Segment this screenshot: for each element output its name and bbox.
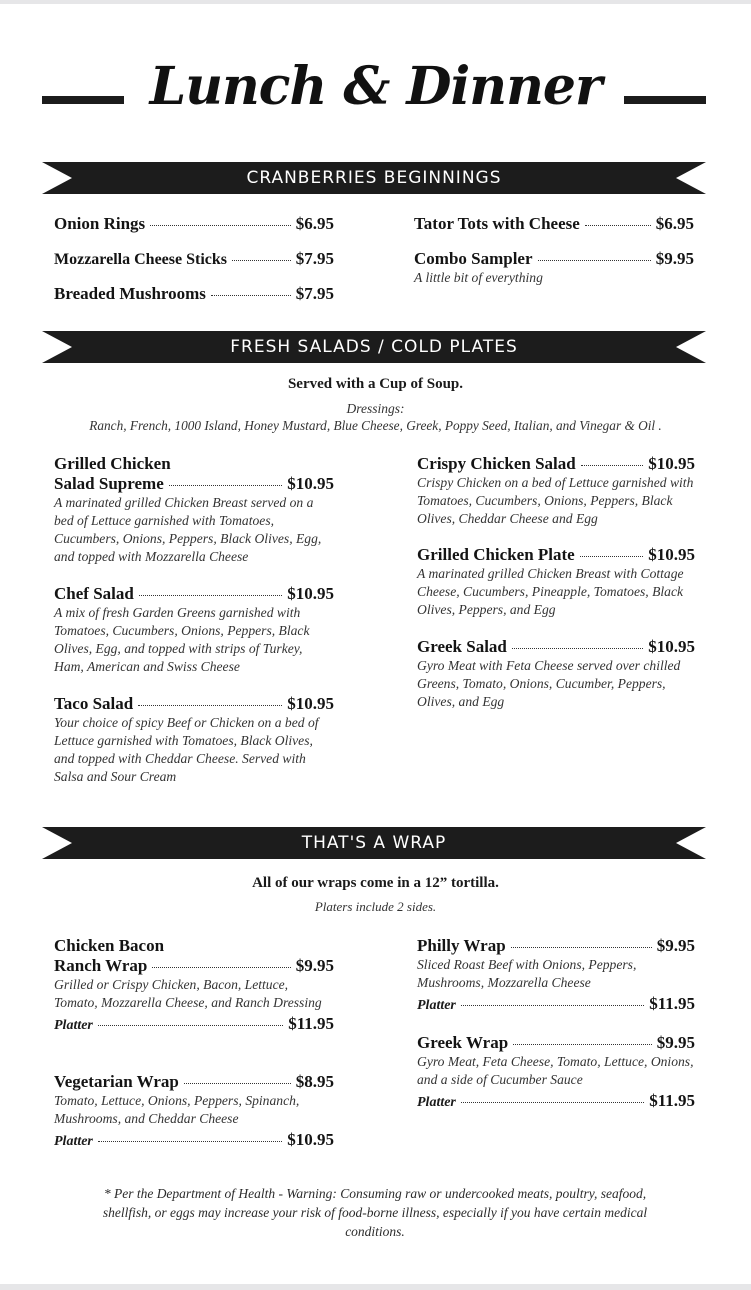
- item-price: $9.95: [656, 1033, 695, 1052]
- item-name: Crispy Chicken Salad: [417, 454, 576, 473]
- salads-note: Served with a Cup of Soup.: [287, 376, 464, 392]
- platter-price: $11.95: [288, 1014, 334, 1033]
- item-description: Your choice of spicy Beef or Chicken on a bed of Lettuce garnished with Tomatoes, Black Olives, and topped with Cheddar Cheese. Served with Salsa and Sour Cream: [54, 715, 319, 784]
- item-price: $10.95: [287, 584, 334, 603]
- item-name: Grilled Chicken Plate: [417, 545, 575, 564]
- dot-leader: [513, 1044, 652, 1045]
- dot-leader: [581, 465, 644, 466]
- menu-item: [417, 454, 695, 528]
- item-description: Crispy Chicken on a bed of Lettuce garnished with Tomatoes, Cucumbers, Onions, Peppers, Black Olives, Cheddar Cheese and Egg: [417, 475, 694, 526]
- item-description: Sliced Roast Beef with Onions, Peppers, Mushrooms, Mozzarella Cheese: [417, 957, 637, 990]
- item-name: Mozzarella Cheese Sticks: [54, 251, 227, 268]
- platter-label: Platter: [54, 1018, 93, 1033]
- item-description: A mix of fresh Garden Greens garnished with Tomatoes, Cucumbers, Onions, Peppers, Black Olives, Egg, and topped with strips of Turkey, Ham, American and Swiss Cheese: [54, 605, 310, 674]
- menu-item: [414, 249, 694, 287]
- item-name: Vegetarian Wrap: [54, 1072, 179, 1091]
- menu-page: [0, 4, 751, 1284]
- platter-label: Platter: [54, 1134, 93, 1149]
- dot-leader: [139, 595, 282, 596]
- platter-label: Platter: [417, 1095, 456, 1110]
- item-price: $8.95: [295, 1072, 334, 1091]
- item-price: $6.95: [295, 214, 334, 233]
- menu-item: [54, 284, 334, 304]
- dot-leader: [461, 1005, 644, 1006]
- item-name: Chef Salad: [54, 584, 134, 603]
- dot-leader: [512, 648, 643, 649]
- item-name: Greek Wrap: [417, 1033, 509, 1052]
- dot-leader: [98, 1141, 282, 1142]
- platter-price: $11.95: [649, 994, 695, 1013]
- item-name: Onion Rings: [54, 214, 146, 233]
- item-price: $10.95: [287, 474, 334, 493]
- item-name: Combo Sampler: [414, 249, 533, 268]
- dot-leader: [98, 1025, 283, 1026]
- item-description: Tomato, Lettuce, Onions, Peppers, Spinanch, Mushrooms, and Cheddar Cheese: [54, 1093, 300, 1126]
- menu-item: [54, 249, 334, 269]
- health-warning: * Per the Department of Health - Warning: Consuming raw or undercooked meats, poultry, seafood, shellfish, or eggs may increase your risk of food-borne illness, especially if you have certain medical conditions.: [102, 1186, 648, 1239]
- dot-leader: [184, 1083, 291, 1084]
- item-name-line1: Chicken Bacon: [54, 936, 165, 955]
- dot-leader: [138, 705, 282, 706]
- item-description: Grilled or Crispy Chicken, Bacon, Lettuce, Tomato, Mozzarella Cheese, and Ranch Dressing: [54, 977, 322, 1010]
- menu-title: Lunch & Dinner: [149, 56, 602, 117]
- item-price: $10.95: [648, 637, 695, 656]
- item-description: Gyro Meat, Feta Cheese, Tomato, Lettuce, Onions, and a side of Cucumber Sauce: [417, 1054, 694, 1087]
- item-name: Greek Salad: [417, 637, 507, 656]
- dot-leader: [585, 225, 651, 226]
- dot-leader: [152, 967, 290, 968]
- platter-label: Platter: [417, 998, 456, 1013]
- dot-leader: [232, 260, 291, 261]
- menu-item: [54, 936, 334, 1034]
- item-price: $10.95: [648, 545, 695, 564]
- wraps-subnote: Platers include 2 sides.: [314, 899, 437, 914]
- section-heading: CRANBERRIES BEGINNINGS: [246, 168, 502, 188]
- platter-price: $11.95: [649, 1091, 695, 1110]
- dot-leader: [150, 225, 291, 226]
- dot-leader: [169, 485, 283, 486]
- menu-item: [417, 936, 695, 1014]
- dot-leader: [461, 1102, 644, 1103]
- item-name: Tator Tots with Cheese: [414, 214, 580, 233]
- item-description: A marinated grilled Chicken Breast with Cottage Cheese, Cucumbers, Pineapple, Tomatoes, Black Olives, Peppers, and Egg: [417, 566, 684, 617]
- menu-item: [54, 1072, 334, 1150]
- menu-item: [414, 214, 694, 234]
- item-description: A marinated grilled Chicken Breast served on a bed of Lettuce garnished with Tomatoes, Cucumbers, Onions, Peppers, Black Olives, Egg, and topped with Mozzarella Cheese: [54, 495, 322, 564]
- item-price: $10.95: [287, 694, 334, 713]
- menu-item: [417, 637, 695, 711]
- item-name: Philly Wrap: [417, 936, 506, 955]
- section-banner-salads: [42, 331, 706, 363]
- dot-leader: [538, 260, 651, 261]
- section-banner-beginnings: [42, 162, 706, 194]
- item-name-line1: Grilled Chicken: [54, 454, 171, 473]
- dressings-list: Ranch, French, 1000 Island, Honey Mustard, Blue Cheese, Greek, Poppy Seed, Italian, and Vinegar & Oil .: [89, 418, 662, 433]
- item-price: $9.95: [295, 956, 334, 975]
- dot-leader: [211, 295, 291, 296]
- item-price: $7.95: [295, 284, 334, 303]
- item-name: Breaded Mushrooms: [54, 284, 206, 303]
- item-description: A little bit of everything: [414, 270, 543, 285]
- item-price: $9.95: [656, 936, 695, 955]
- platter-price: $10.95: [287, 1130, 334, 1149]
- wraps-note: All of our wraps come in a 12” tortilla.: [252, 875, 499, 891]
- menu-title-row: [0, 54, 751, 144]
- item-price: $6.95: [655, 214, 694, 233]
- title-rule-right: [624, 96, 706, 104]
- menu-item: [54, 214, 334, 234]
- dot-leader: [580, 556, 644, 557]
- item-description: Gyro Meat with Feta Cheese served over chilled Greens, Tomato, Onions, Cucumber, Peppers, Olives, and Egg: [417, 658, 681, 709]
- dressings-label: Dressings:: [346, 401, 405, 416]
- item-name: Salad Supreme: [54, 474, 164, 493]
- menu-item: [417, 545, 695, 619]
- menu-item: [54, 584, 334, 676]
- menu-item: [54, 454, 334, 566]
- menu-item: [54, 694, 334, 786]
- section-heading: THAT'S A WRAP: [301, 833, 447, 853]
- item-price: $7.95: [295, 249, 334, 268]
- section-banner-wraps: [42, 827, 706, 859]
- item-name: Ranch Wrap: [54, 956, 148, 975]
- menu-item: [417, 1033, 695, 1111]
- item-price: $10.95: [648, 454, 695, 473]
- dot-leader: [511, 947, 652, 948]
- section-heading: FRESH SALADS / COLD PLATES: [230, 337, 518, 357]
- item-price: $9.95: [655, 249, 694, 268]
- item-name: Taco Salad: [54, 694, 134, 713]
